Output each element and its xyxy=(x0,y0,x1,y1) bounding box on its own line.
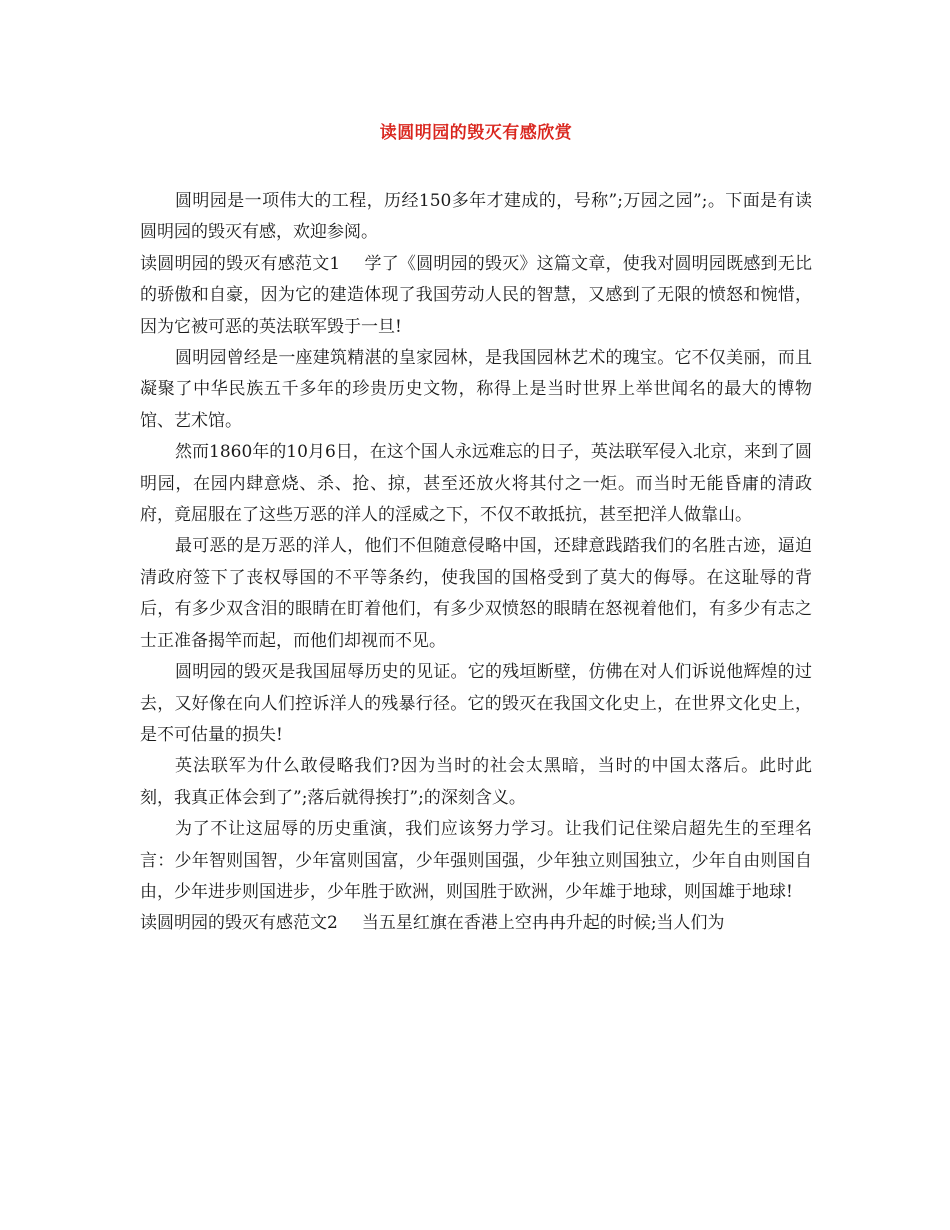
body-paragraph-3: 最可恶的是万恶的洋人，他们不但随意侵略中国，还肆意践踏我们的名胜古迹，逼迫清政府签下了丧权辱国的不平等条约，使我国的国格受到了莫大的侮辱。在这耻辱的背后，有多少双含泪的眼睛在盯着他们，有多少双愤怒的眼睛在怒视着他们，有多少有志之士正准备揭竿而起，而他们却视而不见。 xyxy=(140,536,812,651)
document-title: 读圆明园的毁灭有感欣赏 xyxy=(379,123,573,143)
document-page xyxy=(140,118,812,940)
body-paragraph-5: 英法联军为什么敢侵略我们?因为当时的社会太黑暗，当时的中国太落后。此时此刻，我真正体会到了”;落后就得挨打”;的深刻含义。 xyxy=(140,756,812,808)
sample-1-label: 读圆明园的毁灭有感范文1 xyxy=(140,253,341,274)
body-paragraph-6: 为了不让这屈辱的历史重演，我们应该努力学习。让我们记住梁启超先生的至理名言：少年智则国智，少年富则国富，少年强则国强，少年独立则国独立，少年自由则国自由，少年进步则国进步，少年胜于欧洲，则国胜于欧洲，少年雄于地球，则国雄于地球! xyxy=(140,819,812,902)
body-paragraph-2: 然而1860年的10月6日，在这个国人永远难忘的日子，英法联军侵入北京，来到了圆明园，在园内肆意烧、杀、抢、掠，甚至还放火将其付之一炬。而当时无能昏庸的清政府，竟屈服在了这些万恶的洋人的淫威之下，不仅不敢抵抗，甚至把洋人做靠山。 xyxy=(140,442,812,526)
sample-2-paragraph xyxy=(140,908,812,939)
body-paragraph-4: 圆明园的毁灭是我国屈辱历史的见证。它的残垣断壁，仿佛在对人们诉说他辉煌的过去，又好像在向人们控诉洋人的残暴行径。它的毁灭在我国文化史上，在世界文化史上，是不可估量的损失! xyxy=(140,662,812,745)
sample-2-text: 当五星红旗在香港上空冉冉升起的时候;当人们为 xyxy=(361,913,725,934)
sample-1-paragraph xyxy=(140,249,812,343)
sample-2-label: 读圆明园的毁灭有感范文2 xyxy=(140,913,338,934)
body-paragraph-1: 圆明园曾经是一座建筑精湛的皇家园林，是我国园林艺术的瑰宝。它不仅美丽，而且凝聚了中华民族五千多年的珍贵历史文物，称得上是当时世界上举世闻名的最大的博物馆、艺术馆。 xyxy=(140,348,812,431)
sample-1-text: 学了《圆明园的毁灭》这篇文章，使我对圆明园既感到无比的骄傲和自豪，因为它的建造体现了我国劳动人民的智慧，又感到了无限的愤怒和惋惜，因为它被可恶的英法联军毁于一旦! xyxy=(140,253,812,337)
intro-paragraph: 圆明园是一项伟大的工程，历经150多年才建成的，号称”;万园之园”;。下面是有读圆明园的毁灭有感，欢迎参阅。 xyxy=(140,191,812,243)
